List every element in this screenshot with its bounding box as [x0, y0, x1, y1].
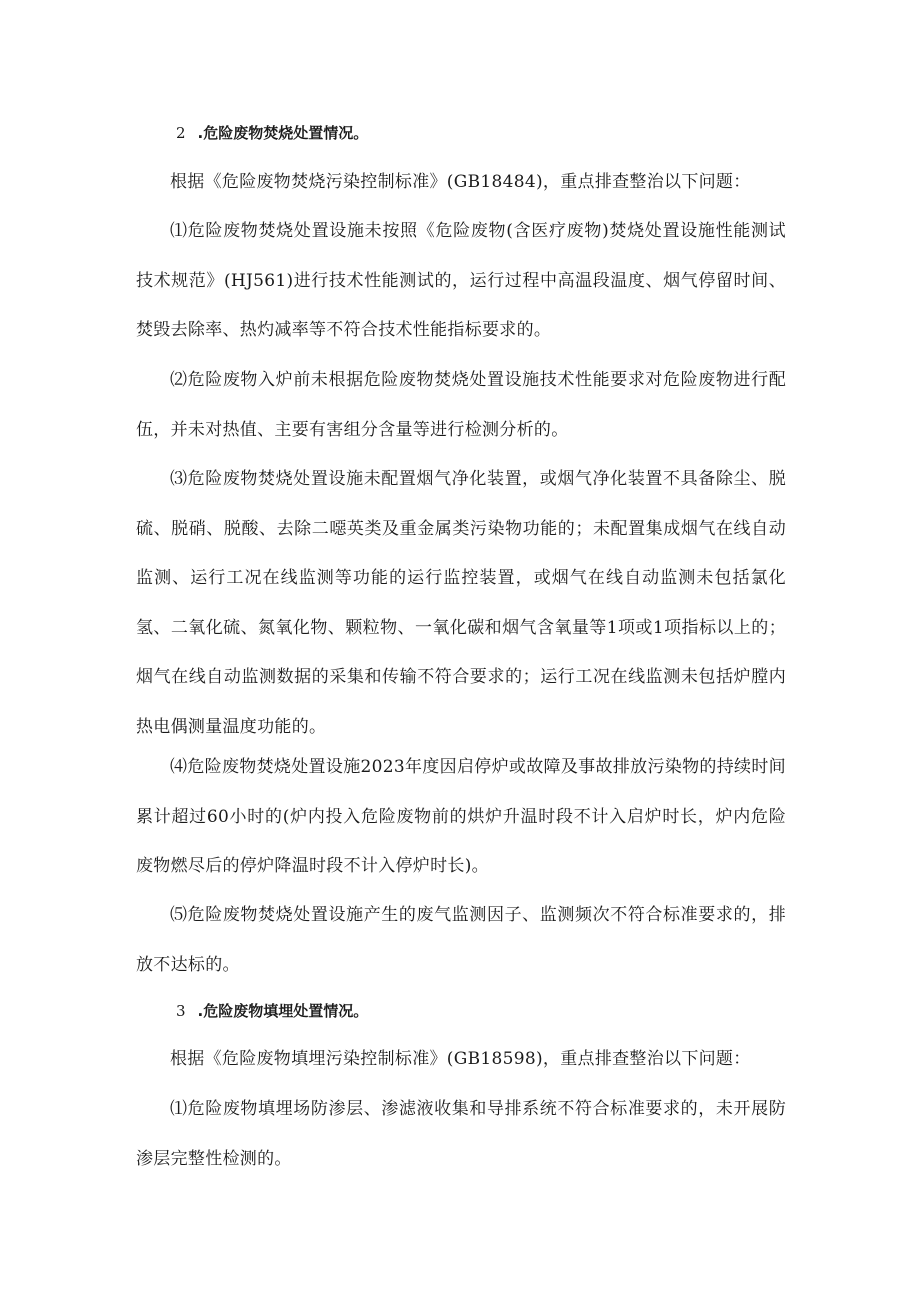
section-3-heading	[176, 1001, 368, 1021]
section-2-number: 2	[176, 124, 186, 142]
section-3-number: 3	[176, 1002, 186, 1020]
section-3-item-1: ⑴危险废物填埋场防渗层、渗滤液收集和导排系统不符合标准要求的，未开展防渗层完整性检测的。	[136, 1099, 786, 1169]
section-2-intro: 根据《危险废物焚烧污染控制标准》(GB18484)，重点排查整治以下问题：	[170, 172, 751, 192]
section-2-heading	[176, 123, 368, 143]
section-2-title: .危险废物焚烧处置情况。	[197, 124, 369, 142]
section-3-intro: 根据《危险废物填埋污染控制标准》(GB18598)，重点排查整治以下问题：	[170, 1049, 751, 1069]
section-2-item-2: ⑵危险废物入炉前未根据危险废物焚烧处置设施技术性能要求对危险废物进行配伍，并未对热值、主要有害组分含量等进行检测分析的。	[136, 370, 786, 440]
section-2-item-1: ⑴危险废物焚烧处置设施未按照《危险废物(含医疗废物)焚烧处置设施性能测试技术规范》(HJ561)进行技术性能测试的，运行过程中高温段温度、烟气停留时间、焚毁去除率、热灼减率等不符合技术性能指标要求的。	[136, 221, 786, 340]
section-2-item-4: ⑷危险废物焚烧处置设施2023年度因启停炉或故障及事故排放污染物的持续时间累计超过60小时的(炉内投入危险废物前的烘炉升温时段不计入启炉时长，炉内危险废物燃尽后的停炉降温时段不计入停炉时长)。	[136, 757, 786, 876]
section-2-item-5: ⑸危险废物焚烧处置设施产生的废气监测因子、监测频次不符合标准要求的，排放不达标的。	[136, 905, 786, 975]
section-2-item-3: ⑶危险废物焚烧处置设施未配置烟气净化装置，或烟气净化装置不具备除尘、脱硫、脱硝、脱酸、去除二噁英类及重金属类污染物功能的；未配置集成烟气在线自动监测、运行工况在线监测等功能的运行监控装置，或烟气在线自动监测未包括氯化氢、二氧化硫、氮氧化物、颗粒物、一氧化碳和烟气含氧量等1项或1项指标以上的；烟气在线自动监测数据的采集和传输不符合要求的；运行工况在线监测未包括炉膛内热电偶测量温度功能的。	[136, 469, 786, 737]
section-3-title: .危险废物填埋处置情况。	[197, 1002, 369, 1020]
